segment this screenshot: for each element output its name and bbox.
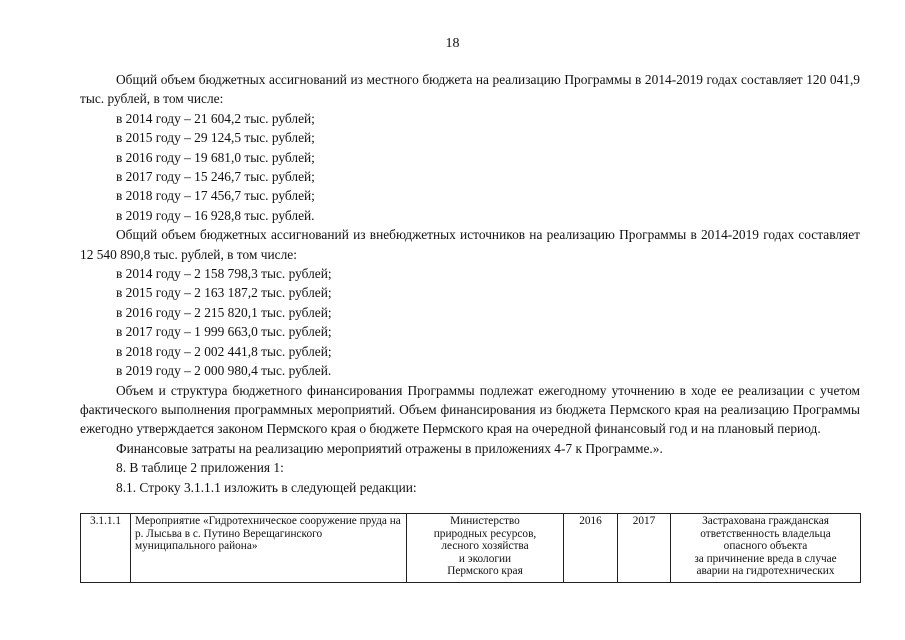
row-start-year-cell: 2016 (564, 514, 618, 583)
extra-year-item: в 2019 году – 2 000 980,4 тыс. рублей. (116, 363, 332, 379)
local-year-item: в 2017 году – 15 246,7 тыс. рублей; (116, 169, 315, 185)
extra-budget-paragraph: Общий объем бюджетных ассигнований из внебюджетных источников на реализацию Программы в 2014-2019 годах составляет 12 540 890,8 тыс. рублей, в том числе: (80, 227, 860, 262)
row-event-text: Мероприятие «Гидротехническое сооружение пруда на р. Лысьва в с. Путино Верещагинского муниципального района» (135, 515, 401, 553)
page-number: 18 (445, 36, 460, 51)
local-year-item: в 2018 году – 17 456,7 тыс. рублей; (116, 188, 315, 204)
extra-year-item: в 2016 году – 2 215 820,1 тыс. рублей; (116, 304, 332, 320)
local-year-item: в 2015 году – 29 124,5 тыс. рублей; (116, 130, 315, 146)
row-event-cell (131, 514, 407, 583)
local-year-item: в 2014 году – 21 604,2 тыс. рублей; (116, 110, 315, 126)
row-code-cell: 3.1.1.1 (81, 514, 131, 583)
result-line: аварии на гидротехнических (696, 565, 835, 578)
executor-line: и экологии (458, 552, 512, 565)
extra-year-item: в 2018 году – 2 002 441,8 тыс. рублей; (116, 343, 332, 359)
extra-year-item: в 2014 году – 2 158 798,3 тыс. рублей; (116, 266, 332, 282)
local-year-item: в 2016 году – 19 681,0 тыс. рублей; (116, 149, 315, 165)
local-year-item: в 2019 году – 16 928,8 тыс. рублей. (116, 207, 315, 223)
volume-paragraph: Объем и структура бюджетного финансирования Программы подлежат ежегодному уточнению в ходе ее реализации с учетом фактического выполнения программных мероприятий. Объем финансирования из бюджета Пермского края на реализацию Программы ежегодно утверждается законом Пермского края о бюджете Пермского края на очередной финансовый год и на плановый период. (80, 382, 860, 437)
extra-year-item: в 2015 году – 2 163 187,2 тыс. рублей; (116, 285, 332, 301)
row-result-cell (671, 514, 861, 583)
result-line: Застрахована гражданская (702, 515, 829, 527)
result-line: за причинение вреда в случае (694, 552, 837, 565)
row-executor-cell (407, 514, 564, 583)
executor-line: Министерство (450, 515, 520, 527)
table-row-3-1-1-1 (80, 513, 861, 583)
local-budget-paragraph: Общий объем бюджетных ассигнований из местного бюджета на реализацию Программы в 2014-2019 годах составляет 120 041,9 тыс. рублей, в том числе: (80, 72, 860, 107)
appendix-paragraph: Финансовые затраты на реализацию мероприятий отражены в приложениях 4-7 к Программе.». (116, 440, 663, 456)
result-line: опасного объекта (723, 540, 808, 553)
row-end-year-cell: 2017 (618, 514, 671, 583)
item-8: 8. В таблице 2 приложения 1: (116, 460, 284, 476)
executor-line: лесного хозяйства (441, 540, 529, 553)
result-line: ответственность владельца (700, 527, 831, 540)
executor-line: природных ресурсов, (433, 527, 537, 540)
extra-year-item: в 2017 году – 1 999 663,0 тыс. рублей; (116, 324, 332, 340)
item-8-1: 8.1. Строку 3.1.1.1 изложить в следующей редакции: (116, 479, 417, 495)
executor-line: Пермского края (447, 565, 523, 578)
document-body (80, 70, 860, 497)
